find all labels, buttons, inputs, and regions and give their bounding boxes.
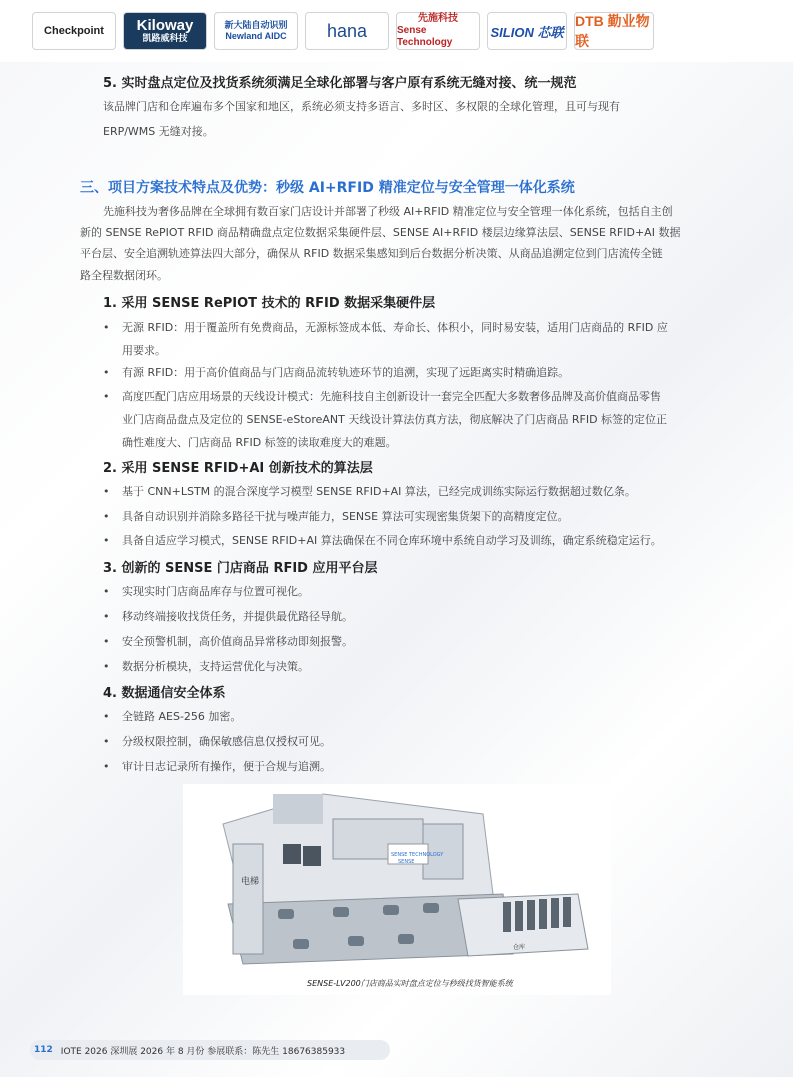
- bullet-dot: •: [103, 485, 110, 498]
- shelf: [515, 901, 523, 931]
- intro-line-1: 先施科技为奢侈品牌在全球拥有数百家门店设计并部署了秒级 AI+RFID 精准定位与安全管理一体化系统，包括自主创: [103, 205, 673, 218]
- figure-caption: SENSE-LV200门店商品实时盘点定位与秒级找货智能系统: [307, 979, 513, 988]
- list-item: [103, 630, 723, 653]
- elevator-shaft: [233, 844, 263, 954]
- list-item-text: 具备自适应学习模式，SENSE RFID+AI 算法确保在不同仓库环境中系统自动学习及训练，确定系统稳定运行。: [122, 534, 662, 547]
- shelf: [539, 899, 547, 929]
- list-item: [103, 730, 723, 753]
- newland-logo: [214, 12, 298, 50]
- bullet-dot: •: [103, 585, 110, 598]
- sub3-heading: 3. 创新的 SENSE 门店商品 RFID 应用平台层: [103, 561, 378, 576]
- bullet-dot: •: [103, 366, 110, 379]
- list-item: [103, 655, 723, 678]
- list-item-text: 用要求。: [122, 344, 166, 357]
- car: [383, 905, 399, 915]
- shelf: [551, 898, 559, 928]
- sub2-heading: 2. 采用 SENSE RFID+AI 创新技术的算法层: [103, 461, 373, 476]
- sense-logo-subtext: Sense Technology: [397, 25, 453, 48]
- list-item: [103, 480, 723, 503]
- sub1-heading: 1. 采用 SENSE RePIOT 技术的 RFID 数据采集硬件层: [103, 296, 436, 311]
- section5-line-1: 该品牌门店和仓库遍布多个国家和地区，系统必须支持多语言、多时区、多权限的全球化管理，且可与现有: [103, 100, 620, 113]
- kiloway-logo-text: Kiloway: [136, 17, 194, 34]
- list-item: [103, 361, 723, 384]
- list-item: [103, 316, 723, 362]
- list-item-text: 无源 RFID：用于覆盖所有免费商品，无源标签成本低、寿命长、体积小，同时易安装，适用门店商品的 RFID 应: [122, 321, 668, 334]
- car: [423, 903, 439, 913]
- list-item: [103, 580, 723, 603]
- bullet-dot: •: [103, 390, 110, 403]
- newland-logo-subtext: Newland AIDC: [225, 31, 287, 41]
- list-item-text: 具备自动识别并消除多路径干扰与噪声能力，SENSE 算法可实现密集货架下的高精度定位。: [122, 510, 569, 523]
- intro-line-2: 新的 SENSE RePIOT RFID 商品精确盘点定位数据采集硬件层、SENSE AI+RFID 楼层边缘算法层、SENSE RFID+AI 数据: [80, 226, 681, 239]
- rack: [303, 846, 321, 866]
- bullet-dot: •: [103, 635, 110, 648]
- list-item: [103, 385, 723, 454]
- list-item-text: 实现实时门店商品库存与位置可视化。: [122, 585, 309, 598]
- elevator-label: 电梯: [241, 877, 260, 887]
- car: [398, 934, 414, 944]
- store-layout-svg: [183, 784, 611, 995]
- car: [278, 909, 294, 919]
- intro-line-4: 路全程数据闭环。: [80, 269, 168, 282]
- logo-bar: [0, 0, 793, 62]
- list-item-text: 业门店商品盘点及定位的 SENSE-eStoreANT 天线设计算法仿真方法，彻底解决了门店商品 RFID 标签的定位正: [122, 413, 668, 426]
- footer-text: IOTE 2026 深圳展 2026 年 8 月份 参展联系：陈先生 18676385933: [60, 1046, 346, 1057]
- bullet-dot: •: [103, 735, 110, 748]
- section5-heading: 5. 实时盘点定位及找货系统须满足全球化部署与客户原有系统无缝对接、统一规范: [103, 76, 577, 91]
- list-item: [103, 755, 723, 778]
- bullet-dot: •: [103, 610, 110, 623]
- hana-logo-text: hana: [326, 20, 368, 41]
- intro-line-3: 平台层、安全追溯轨迹算法四大部分，确保从 RFID 数据采集感知到后台数据分析决策、从商品追溯定位到门店流传全链: [80, 247, 663, 260]
- list-item-text: 审计日志记录所有操作，便于合规与追溯。: [122, 760, 331, 773]
- list-item: [103, 705, 723, 728]
- checkpoint-logo-text: Checkpoint: [44, 25, 104, 37]
- hana-logo: [305, 12, 389, 50]
- shelf: [527, 900, 535, 930]
- bullet-dot: •: [103, 510, 110, 523]
- bullet-dot: •: [103, 710, 110, 723]
- wall-block: [273, 794, 323, 824]
- warehouse-label: 仓库: [513, 944, 526, 951]
- list-item: [103, 529, 723, 552]
- list-item: [103, 505, 723, 528]
- silion-logo: [487, 12, 567, 50]
- section3-title: 三、项目方案技术特点及优势：秒级 AI+RFID 精准定位与安全管理一体化系统: [80, 180, 575, 196]
- list-item: [103, 605, 723, 628]
- list-item-text: 确性难度大、门店商品 RFID 标签的读取难度大的难题。: [122, 436, 397, 449]
- store-layout-illustration: [183, 784, 611, 995]
- car: [293, 939, 309, 949]
- bullet-dot: •: [103, 534, 110, 547]
- list-item-text: 基于 CNN+LSTM 的混合深度学习模型 SENSE RFID+AI 算法，已经完成训练实际运行数据超过数亿条。: [122, 485, 636, 498]
- list-item-text: 移动终端接收找货任务，并提供最优路径导航。: [122, 610, 353, 623]
- car: [348, 936, 364, 946]
- list-item-text: 分级权限控制，确保敏感信息仅授权可见。: [122, 735, 331, 748]
- shelf: [503, 902, 511, 932]
- silion-logo-text: SILION 芯联: [490, 24, 564, 40]
- newland-logo-text: 新大陆自动识别: [224, 20, 288, 30]
- sense-logo-text: 先施科技: [418, 13, 458, 24]
- bullet-dot: •: [103, 660, 110, 673]
- list-item-text: 高度匹配门店应用场景的天线设计模式：先施科技自主创新设计一套完全匹配大多数奢侈品牌及高价值商品零售: [122, 390, 661, 403]
- shelf: [563, 897, 571, 927]
- list-item-text: 全链路 AES-256 加密。: [122, 710, 242, 723]
- page-number: 112: [34, 1045, 53, 1055]
- checkpoint-logo: [32, 12, 116, 50]
- banner-sense-text: SENSE: [398, 859, 415, 865]
- list-item-text: 有源 RFID：用于高价值商品与门店商品流转轨迹环节的追溯，实现了远距离实时精确追踪。: [122, 366, 570, 379]
- rack: [283, 844, 301, 864]
- sense-logo: [396, 12, 480, 50]
- page-footer: [30, 1040, 390, 1060]
- car: [333, 907, 349, 917]
- dtb-logo: [574, 12, 654, 50]
- section5-line-2: ERP/WMS 无缝对接。: [103, 125, 214, 138]
- kiloway-logo-subtext: 凯路威科技: [142, 33, 188, 43]
- kiloway-logo: [123, 12, 207, 50]
- banner-brand-text: SENSE TECHNOLOGY: [391, 852, 444, 858]
- sub4-heading: 4. 数据通信安全体系: [103, 686, 226, 701]
- list-item-text: 数据分析模块，支持运营优化与决策。: [122, 660, 309, 673]
- list-item-text: 安全预警机制，高价值商品异常移动即刻报警。: [122, 635, 353, 648]
- dtb-logo-text: DTB 勤业物联: [575, 13, 650, 49]
- bullet-dot: •: [103, 321, 110, 334]
- bullet-dot: •: [103, 760, 110, 773]
